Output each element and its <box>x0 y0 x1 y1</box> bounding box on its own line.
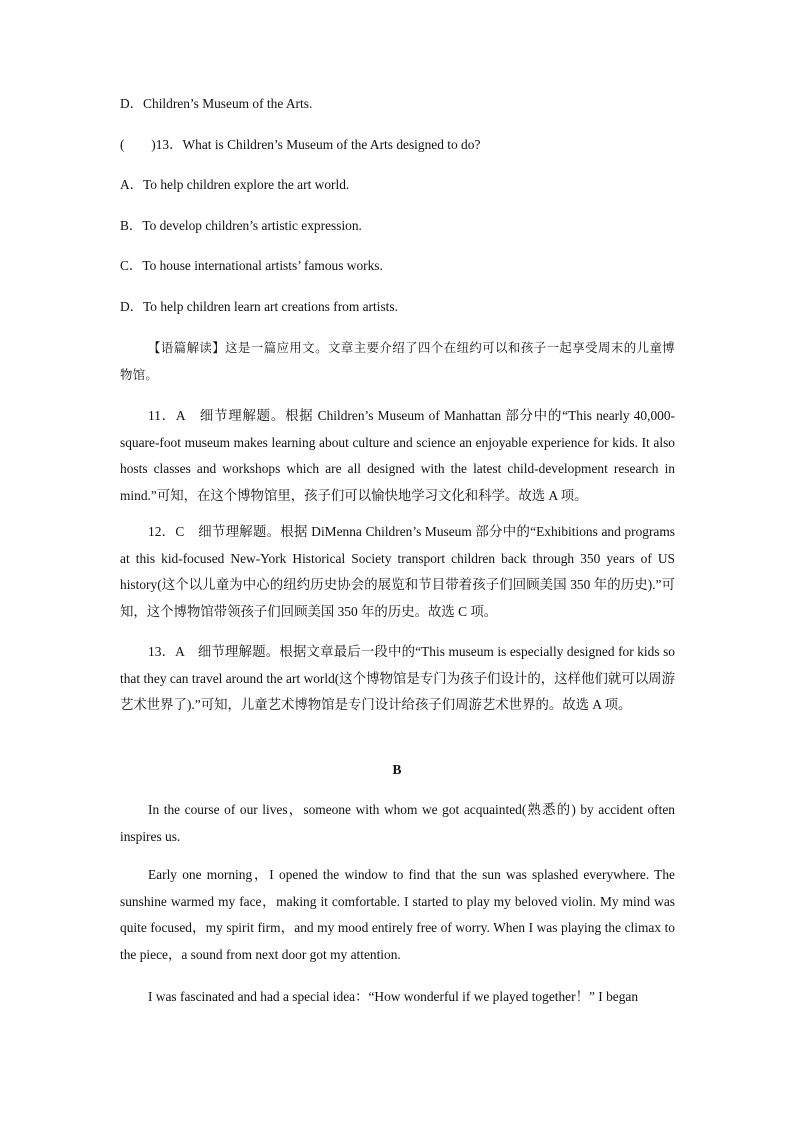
passage-reading-note: 【语篇解读】这是一篇应用文。文章主要介绍了四个在纽约可以和孩子一起享受周末的儿童博物馆。 <box>120 340 675 382</box>
section-b-heading: B <box>392 762 402 777</box>
answer-13-explanation: 13．A 细节理解题。根据文章最后一段中的“This museum is especially designed for kids so that they can travel around the art world(这个博物馆是专门为孩子们设计的，这样他们就可以周游艺术世界了).”可知，儿童艺术博物馆是专门设计给孩子们周游艺术世界的。故选 A 项。 <box>120 644 675 712</box>
answer-11-explanation: 11．A 细节理解题。根据 Children’s Museum of Manhattan 部分中的“This nearly 40,000-square-foot museum makes learning about culture and science an enjoyable experience for kids. It also hosts classes and workshops which are all designed with the latest child-development research in mind.”可知，在这个博物馆里，孩子们可以愉快地学习文化和科学。故选 A 项。 <box>120 408 675 503</box>
q12-option-d: D．Children’s Museum of the Arts. <box>120 96 313 111</box>
q13-option-b: B．To develop children’s artistic expression. <box>120 218 362 233</box>
q13-option-d: D．To help children learn art creations from artists. <box>120 299 398 314</box>
section-b-paragraph-1: In the course of our lives，someone with whom we got acquainted(熟悉的) by accident often inspires us. <box>120 802 675 844</box>
section-b-paragraph-2: Early one morning，I opened the window to find that the sun was splashed everywhere. The sunshine warmed my face，making it comfortable. I started to play my beloved violin. My mind was quite focused，my spirit firm，and my mood entirely free of worry. When I was playing the climax to the piece，a sound from next door got my attention. <box>120 867 675 962</box>
q13-option-c: C．To house international artists’ famous works. <box>120 258 383 273</box>
q13-option-a: A．To help children explore the art world. <box>120 177 350 192</box>
q13-stem: ( )13．What is Children’s Museum of the Arts designed to do? <box>120 137 481 152</box>
answer-12-explanation: 12．C 细节理解题。根据 DiMenna Children’s Museum 部分中的“Exhibitions and programs at this kid-focused New-York Historical Society transport children back through 350 years of US history(这个以儿童为中心的纽约历史协会的展览和节目带着孩子们回顾美国 350 年的历史).”可知，这个博物馆带领孩子们回顾美国 350 年的历史。故选 C 项。 <box>120 524 675 619</box>
section-b-paragraph-3: I was fascinated and had a special idea：“How wonderful if we played together！” I began <box>148 989 639 1004</box>
